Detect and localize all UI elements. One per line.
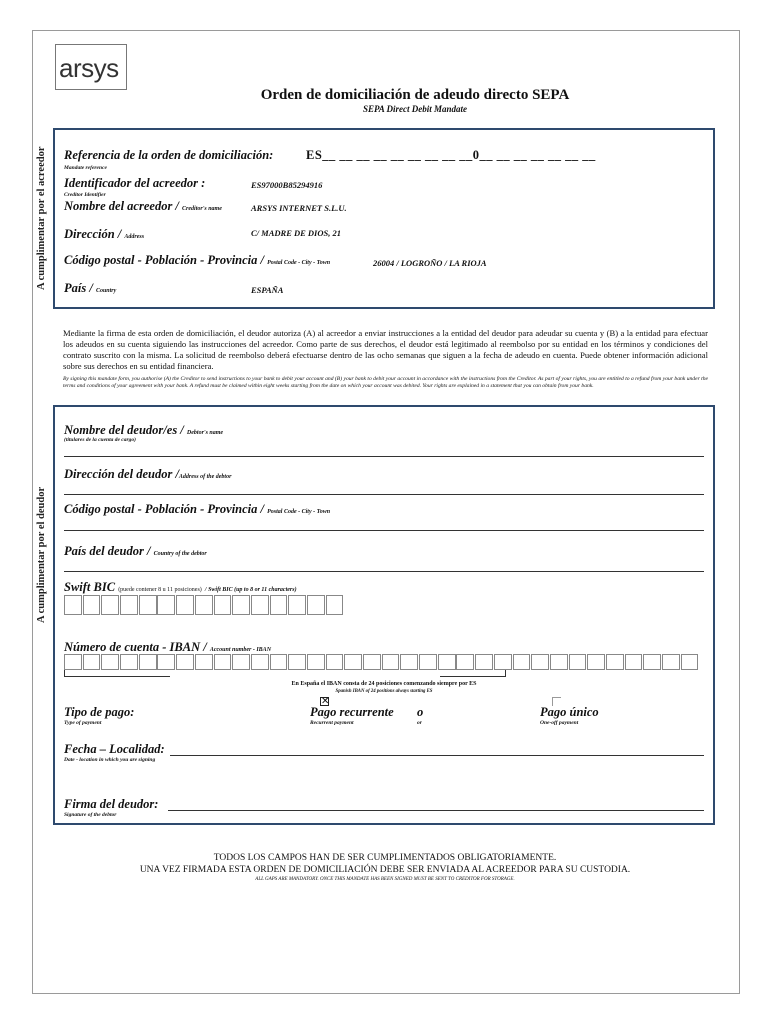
swift-cell[interactable] [64,595,82,615]
page-title: Orden de domiciliación de adeudo directo SEPA [260,87,570,103]
iban-cell[interactable] [307,654,325,670]
iban-cell[interactable] [344,654,362,670]
legal-text-en: By signing this mandate form, you authorise (A) the Creditor to send instructions to your bank to debit your account and (B) your bank to debit your account in accordance with the instructions from the Creditor. As part of your rights, you are entitled to a refund from your bank under the terms and conditions of your agreement with your bank. A refund must be claimed within eight weeks starting from the date on which your account was debited. Your rights are explained in a statement that you can obtain from your bank. [63,376,708,389]
legal-text-es: Mediante la firma de esta orden de domiciliación, el deudor autoriza (A) al acreedor a enviar instrucciones a la entidad del deudor para adeudar su cuenta y (B) a la entidad para efectuar los adeudos en su cuenta siguiendo las instrucciones del acreedor. Como parte de sus derechos, el deudor está legitimado al reembolso por su entidad en los términos y condiciones del contrato suscrito con la misma. La solicitud de reembolso deberá efectuarse dentro de las ocho semanas que siguen a la fecha de adeudo en cuenta. Puede obtener información adicional sobre sus derechos en su entidad financiera. [63,328,708,371]
iban-note-es: En España el IBAN consta de 24 posiciones comenzando siempre por ES [291,681,477,687]
debtor-postal-label: Código postal - Población - Provincia / Postal Code - City - Town [64,502,331,516]
creditor-address-label: Dirección / Address [64,227,145,241]
creditor-country-label: País / Country [64,281,117,295]
debtor-side-label: A cumplimentar por el deudor [36,486,47,624]
iban-cell[interactable] [139,654,157,670]
swift-cell[interactable] [214,595,232,615]
creditor-id-value: ES97000B85294916 [251,180,323,190]
creditor-id-en: Creditor Identifier [64,192,106,198]
iban-cell[interactable] [400,654,418,670]
date-location-en: Date - location in which you are signing [64,757,156,763]
or-label: o [417,705,424,719]
iban-cell[interactable] [438,654,456,670]
iban-cell[interactable] [101,654,119,670]
iban-cell[interactable] [475,654,493,670]
debtor-country-label: País del deudor / Country of the debtor [64,544,207,558]
iban-cell[interactable] [587,654,605,670]
swift-cell[interactable] [195,595,213,615]
debtor-name-label: Nombre del deudor/es / Debtor's name [64,423,224,437]
swift-label: Swift BIC (puede contener 8 u 11 posiciones) / Swift BIC (up to 8 or 11 characters) [64,580,297,594]
iban-cell[interactable] [382,654,400,670]
debtor-address-label: Dirección del deudor /Address of the debtor [64,467,232,481]
signature-field[interactable] [168,810,704,811]
iban-cell[interactable] [120,654,138,670]
footer-line-1: TODOS LOS CAMPOS HAN DE SER CUMPLIMENTADOS OBLIGATORIAMENTE. [213,853,557,863]
iban-cell[interactable] [550,654,568,670]
footer-line-3: ALL GAPS ARE MANDATORY. ONCE THIS MANDATE HAS BEEN SIGNED MUST BE SENT TO CREDITOR FOR STORAGE. [255,877,515,882]
swift-cell[interactable] [307,595,325,615]
date-location-field[interactable] [170,755,704,756]
iban-cell[interactable] [64,654,82,670]
iban-cell[interactable] [606,654,624,670]
swift-cell[interactable] [288,595,306,615]
swift-cell[interactable] [101,595,119,615]
iban-cell[interactable] [232,654,250,670]
iban-cell[interactable] [569,654,587,670]
creditor-side-label: A cumplimentar por el acreedor [36,146,47,291]
mandate-ref-en: Mandate reference [64,165,107,171]
debtor-name-field[interactable] [64,456,704,457]
swift-cell[interactable] [139,595,157,615]
debtor-name-note: (titulares de la cuenta de cargo) [64,437,136,443]
swift-cell[interactable] [270,595,288,615]
iban-cells[interactable] [64,654,699,670]
recurrent-en: Recurrent payment [310,720,354,726]
iban-cell[interactable] [681,654,699,670]
debtor-address-field[interactable] [64,494,704,495]
iban-cell[interactable] [531,654,549,670]
iban-cell[interactable] [625,654,643,670]
iban-cell[interactable] [251,654,269,670]
creditor-name-label: Nombre del acreedor / Creditor's name [64,199,222,213]
swift-cell[interactable] [232,595,250,615]
iban-cell[interactable] [513,654,531,670]
iban-cell[interactable] [214,654,232,670]
creditor-name-value: ARSYS INTERNET S.L.U. [251,203,347,213]
swift-cell[interactable] [176,595,194,615]
debtor-postal-field[interactable] [64,530,704,531]
iban-cell[interactable] [176,654,194,670]
swift-cell[interactable] [157,595,175,615]
creditor-id-label: Identificador del acreedor : [64,176,206,190]
or-en: or [417,720,422,726]
iban-bracket-left [64,670,170,677]
swift-cell[interactable] [120,595,138,615]
debtor-country-field[interactable] [64,571,704,572]
iban-cell[interactable] [662,654,680,670]
iban-cell[interactable] [83,654,101,670]
creditor-address-value: C/ MADRE DE DIOS, 21 [251,228,341,238]
iban-cell[interactable] [326,654,344,670]
page-subtitle: SEPA Direct Debit Mandate [362,104,468,114]
iban-note-en: Spanish IBAN of 24 positions always starting ES [335,689,433,694]
iban-cell[interactable] [643,654,661,670]
iban-cell[interactable] [363,654,381,670]
oneoff-en: One-off payment [540,720,579,726]
footer-line-2: UNA VEZ FIRMADA ESTA ORDEN DE DOMICILIACIÓN DEBE SER ENVIADA AL ACREEDOR PARA SU CUSTODIA. [139,865,631,875]
recurrent-checkbox[interactable]: ✕ [321,696,330,707]
creditor-postal-value: 26004 / LOGROÑO / LA RIOJA [373,258,487,268]
signature-en: Signature of the debtor [64,812,117,818]
date-location-label: Fecha – Localidad: [64,742,165,756]
mandate-ref-label: Referencia de la orden de domiciliación: [64,148,274,162]
payment-type-label: Tipo de pago: [64,705,135,719]
iban-label: Número de cuenta - IBAN / Account number - IBAN [64,640,272,654]
payment-type-en: Type of payment [64,720,102,726]
arsys-logo: arsys [55,44,127,90]
iban-bracket-right [440,670,506,677]
iban-cell[interactable] [195,654,213,670]
iban-cell[interactable] [157,654,175,670]
swift-cell[interactable] [251,595,269,615]
iban-cell[interactable] [494,654,512,670]
swift-cell[interactable] [326,595,344,615]
signature-label: Firma del deudor: [64,797,159,811]
recurrent-label: Pago recurrente [310,705,394,719]
creditor-country-value: ESPAÑA [251,285,284,295]
creditor-postal-label: Código postal - Población - Provincia / Postal Code - City - Town [64,253,331,267]
swift-bic-cells[interactable] [64,595,344,615]
mandate-ref-value: ES__ __ __ __ __ __ __ __ __0__ __ __ __ __ __ __ [306,148,596,162]
iban-cell[interactable] [270,654,288,670]
swift-cell[interactable] [83,595,101,615]
iban-cell[interactable] [456,654,474,670]
oneoff-label: Pago único [540,705,599,719]
iban-cell[interactable] [288,654,306,670]
iban-cell[interactable] [419,654,437,670]
